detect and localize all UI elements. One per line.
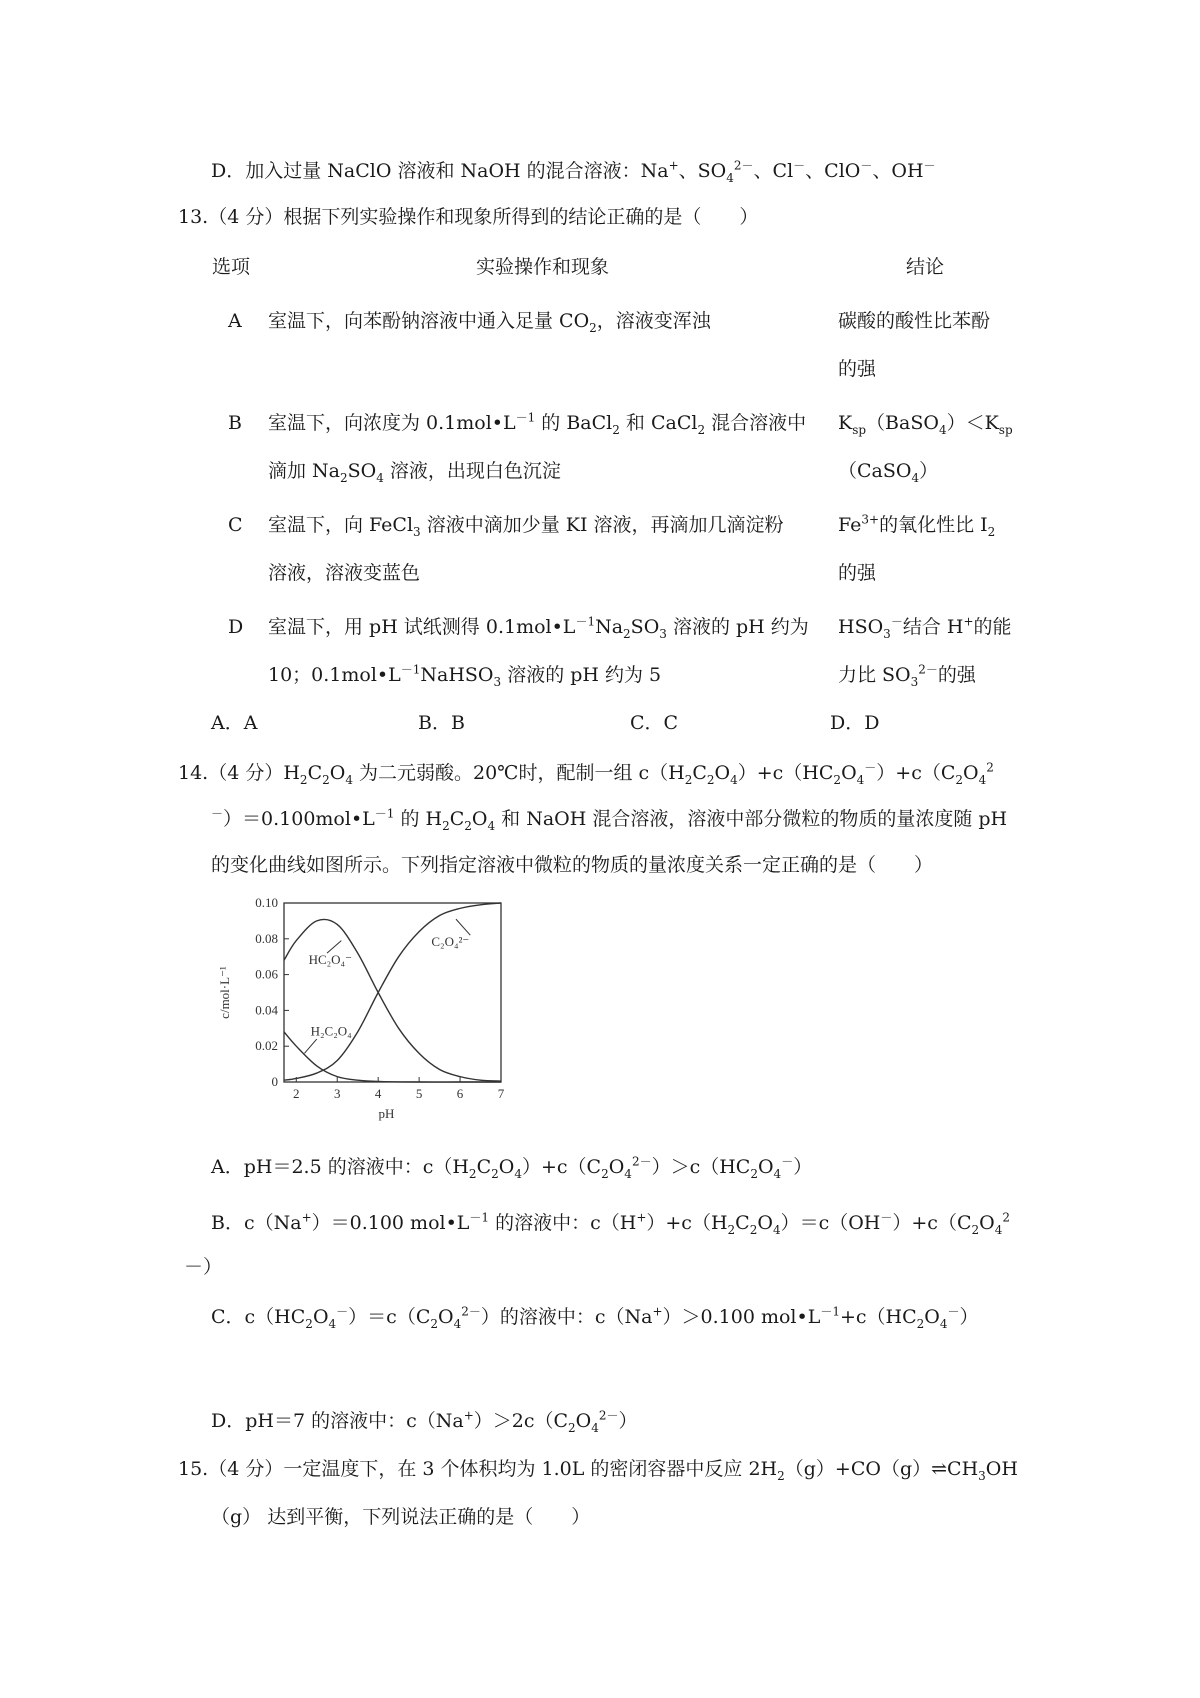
q13-header-conclusion: 结论 [906,256,945,278]
q15-stem-line-2: （g） 达到平衡，下列说法正确的是（ ） [211,1506,591,1528]
x-tick-label: 6 [456,1086,464,1101]
q15-stem-line-1: 15.（4 分）一定温度下，在 3 个体积均为 1.0L 的密闭容器中反应 $2H_2(g)+CO(g)\rightleftharpoons CH_3OH$ [178,1458,1018,1483]
q13-row-a-operation: 室温下，向苯酚钠溶液中通入足量 $CO_2$，溶液变浑浊 [268,310,711,335]
q13-choice-a[interactable]: A．A [211,712,258,734]
x-axis-label: pH [378,1106,395,1121]
series-c2o4-curve [284,903,501,1080]
q13-row-d-operation-2: 10；$0.1mol•L^{-1}NaHSO_3$ 溶液的 pH 约为 5 [268,662,662,689]
q14-stem-line-1: 14.（4 分）$H_2C_2O_4$ 为二元弱酸。20℃时，配制一组 $c(H_2C_2O_4)+c(HC_2O_4^-)+c(C_2O_4^2$ [178,760,994,787]
q13-row-c-option: C [228,514,243,536]
q13-header-option: 选项 [212,256,251,278]
y-tick-label: 0.10 [255,895,278,910]
q13-row-c-conclusion-1: $Fe^{3+}$的氧化性比 $I_2$ [838,512,996,539]
q12-option-d: D．加入过量 NaClO 溶液和 NaOH 的混合溶液：Na+、$SO_4^{2-}$、Cl－、ClO－、OH－ [211,158,936,185]
q14-option-a[interactable]: A．pH＝2.5 的溶液中：$c(H_2C_2O_4)+c(C_2O_4^{2-})>c(HC_2O_4^-)$ [211,1154,813,1181]
y-tick-label: 0.08 [255,930,278,946]
q13-stem: 13.（4 分）根据下列实验操作和现象所得到的结论正确的是（ ） [178,206,759,228]
q13-row-b-conclusion-1: $K_{sp}(BaSO_4)<K_{sp}$ [838,412,1013,437]
q14-option-b[interactable]: B．c（Na+）＝0.100 $mol•L^{-1}$ 的溶液中：$c(H^+)+c(H_2C_2O_4)=c(OH^-)+c(C_2O_4^2$ [211,1210,1010,1237]
q13-row-d-conclusion-1: $HSO_3^-$结合 H+的能 [838,614,1012,641]
q13-choice-c[interactable]: C．C [630,712,679,734]
concentration-ph-chart [209,895,509,1127]
q13-row-a-conclusion-1: 碳酸的酸性比苯酚 [838,310,991,332]
x-tick-label: 5 [415,1086,423,1101]
q13-row-b-operation-1: 室温下，向浓度为 $0.1mol•L^{-1}$ 的 BaCl$_2$ 和 CaCl$_2$ 混合溶液中 [268,410,807,437]
q14-stem-line-3: 的变化曲线如图所示。下列指定溶液中微粒的物质的量浓度关系一定正确的是（ ） [211,854,934,876]
q13-row-c-conclusion-2: 的强 [838,562,877,584]
q14-stem-line-2: $^-)=0.100mol•L^{-1}$ 的 $H_2C_2O_4$ 和 NaOH 混合溶液，溶液中部分微粒的物质的量浓度随 pH [211,806,1008,833]
q13-row-b-conclusion-2: （CaSO$_4$） [838,460,939,485]
q13-row-d-operation-1: 室温下，用 pH 试纸测得 $0.1mol•L^{-1}Na_2SO_3$ 溶液的 pH 约为 [268,614,809,641]
x-tick-label: 7 [497,1086,505,1101]
q14-chart [209,895,509,1127]
q14-option-b-cont: －） [184,1256,223,1278]
plot-frame [284,903,501,1082]
y-tick-label: 0.06 [255,966,278,982]
c2o4-leader [456,919,470,935]
q13-row-d-conclusion-2: 力比 $SO_3^{2-}$的强 [838,662,976,689]
x-tick-label: 3 [333,1086,341,1101]
x-tick-label: 2 [293,1086,300,1101]
y-tick-label: 0.04 [255,1002,278,1018]
y-tick-label: 0 [271,1074,278,1089]
hc2o4-label: HC₂O₄⁻ [308,951,352,967]
q13-row-a-conclusion-2: 的强 [838,358,877,380]
q13-row-d-option: D [228,616,244,638]
h2c2o4-leader [304,1039,316,1053]
q14-option-c[interactable]: C．$c(HC_2O_4^-)=c(C_2O_4^{2-})$的溶液中：c（Na+）＞0.100 $mol•L^{-1}+c(HC_2O_4^-)$ [211,1304,979,1331]
q13-row-c-operation-2: 溶液，溶液变蓝色 [268,562,421,584]
q14-option-d[interactable]: D．pH＝7 的溶液中：$c(Na^+)>2c(C_2O_4^{2-})$ [211,1408,638,1435]
q13-header-operation: 实验操作和现象 [476,256,610,278]
q13-row-b-option: B [228,412,242,434]
h2c2o4-label: H₂C₂O₄ [310,1023,352,1039]
y-axis-label: c/mol·L⁻¹ [217,966,232,1019]
c2o4-label: C₂O₄²⁻ [431,933,470,949]
q13-choice-d[interactable]: D．D [830,712,880,734]
q13-row-c-operation-1: 室温下，向 FeCl$_3$ 溶液中滴加少量 KI 溶液，再滴加几滴淀粉 [268,514,784,539]
q13-row-b-operation-2: 滴加 $Na_2SO_4$ 溶液，出现白色沉淀 [268,460,561,485]
x-tick-label: 4 [374,1086,382,1101]
y-tick-label: 0.02 [255,1038,278,1054]
q13-choice-b[interactable]: B．B [418,712,465,734]
q13-row-a-option: A [228,310,242,332]
